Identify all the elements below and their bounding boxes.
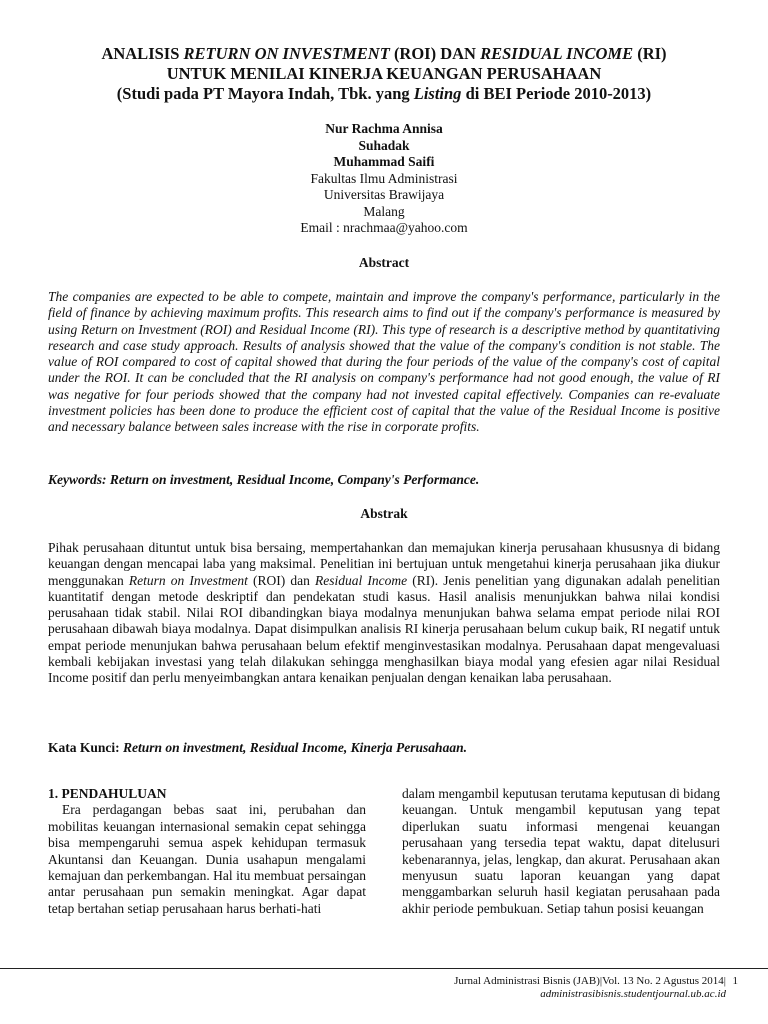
- abstrak-term-roi: Return on Investment: [128, 572, 248, 588]
- abstrak-heading: Abstrak: [360, 506, 408, 521]
- intro-left-column: [48, 786, 366, 917]
- intro-paragraph: Era perdagangan bebas saat ini, perubahan dan mobilitas keuangan internasional semakin cepat sehingga bisa mempengaruhi semua aspek kehidupan termasuk Akuntansi dan Keuangan. Dunia usahapun mengalami kemajuan dan perkembangan. Hal itu membuat persaingan antar perusahaan pun semakin meningkat. Agar dapat tetap bertahan setiap perusahaan harus berhati-hati: [48, 802, 366, 916]
- abstract-heading: Abstract: [358, 255, 410, 270]
- author-name: Muhammad Saifi: [333, 154, 435, 169]
- abstrak-text: Pihak perusahaan dituntut untuk bisa bersaing, mempertahankan dan memajukan kinerja perusahaan khususnya di bidang keuangan dengan mencapai laba yang maksimal. Penelitian ini bertujuan untuk mengetahui kinerja perusahaan jika diukur menggunakan: [48, 540, 720, 588]
- abstrak-text: (ROI) dan: [247, 572, 315, 588]
- paper-title: [40, 44, 728, 104]
- title-text: (RI): [633, 44, 667, 63]
- intro-paragraph-continued: dalam mengambil keputusan terutama keputusan di bidang keuangan. Untuk mengambil keputusan yang tepat diperlukan suatu informasi mengenai keuangan perusahaan yang tersedia tepat waktu, dapat ditelusuri kebenarannya, jelas, lengkap, dan akurat. Perusahaan akan menyusun suatu laporan keuangan yang dapat menggambarkan seluruh hasil kegiatan perusahaan pada akhir periode pembukuan. Setiap tahun posisi keuangan: [402, 786, 720, 916]
- footer-journal: Jurnal Administrasi Bisnis (JAB)|Vol. 13 No. 2 Agustus 2014|: [454, 975, 726, 987]
- title-line-2: UNTUK MENILAI KINERJA KEUANGAN PERUSAHAAN: [166, 64, 602, 83]
- affiliation-faculty: Fakultas Ilmu Administrasi: [310, 170, 458, 186]
- abstrak-body: [48, 540, 720, 687]
- title-term-ri: RESIDUAL INCOME: [480, 44, 634, 63]
- title-text: ANALISIS: [101, 44, 184, 63]
- footer: [454, 975, 726, 1001]
- title-text: (ROI) DAN: [389, 44, 481, 63]
- title-text: (Studi pada PT Mayora Indah, Tbk. yang: [116, 84, 414, 103]
- footer-divider: [0, 968, 768, 969]
- title-term-roi: RETURN ON INVESTMENT: [183, 44, 390, 63]
- author-email: Email : nrachmaa@yahoo.com: [300, 220, 468, 235]
- author-name: Nur Rachma Annisa: [325, 121, 443, 136]
- affiliation-city: Malang: [363, 203, 405, 219]
- title-term-listing: Listing: [413, 84, 462, 103]
- keywords: Keywords: Return on investment, Residual Income, Company's Performance.: [48, 472, 480, 487]
- author-name: Suhadak: [358, 137, 410, 153]
- title-line-1: [40, 44, 728, 64]
- abstrak-text: (RI). Jenis penelitian yang digunakan adalah penelitian kuantitatif dengan metode deskriptif dan pendekatan studi kasus. Hasil analisis menunjukkan bahwa nilai kondisi perusahaan tidak stabil. Nilai ROI dibandingkan biaya modalnya menunjukan bahwa selama empat periode nilai ROI perusahaan dibawah biaya modalnya. Dapat disimpulkan analisis RI kinerja perusahaan belum cukup baik, RI negatif untuk empat periode menunjukan bahwa perusahaan belum efektif menginvestasikan modalnya. Perusahaan dapat mengevaluasi kembali kebijakan investasi yang telah dilakukan sehingga menghasilkan biaya modal yang efesien agar nilai Residual Income positif dan perlu menyeimbangkan antara kenaikan penjualan dengan kenaikan laba perusahaan.: [48, 572, 721, 686]
- title-text: di BEI Periode 2010-2013): [461, 84, 652, 103]
- page-number: 1: [732, 975, 738, 987]
- abstrak-term-ri: Residual Income: [314, 572, 408, 588]
- title-line-3: [40, 84, 728, 104]
- intro-right-column: [402, 786, 720, 917]
- kata-kunci-terms: Return on investment, Residual Income, Kinerja Perusahaan.: [123, 740, 467, 755]
- kata-kunci: [48, 740, 720, 756]
- intro-heading: 1. PENDAHULUAN: [48, 786, 167, 801]
- abstract-body: The companies are expected to be able to compete, maintain and improve the company's performance, particularly in the field of finance by achieving maximum profits. This research aims to find out if the company's performance is measured by using Return on Investment (ROI) and Residual Income (RI). This type of research is a descriptive method by quantitativing research and case study approach. Results of analysis showed that the value of the company's condition is not stable. The value of ROI compared to cost of capital showed that during the four periods of the value of the company's cost of capital under the ROI. It can be concluded that the RI analysis on company's performance had not good enough, the value of RI was negative for four periods showed that the company had not invested capital effectively. Companies can re-evaluate investment policies has been done to produce the efficient cost of capital that the value of the Residual Income is positive and necessary balance between sales increase with the rise in corporate profits.: [48, 289, 720, 435]
- affiliation-university: Universitas Brawijaya: [323, 187, 445, 202]
- author-block: [0, 121, 768, 237]
- footer-website: administrasibisnis.studentjournal.ub.ac.id: [540, 988, 726, 1000]
- kata-kunci-label: Kata Kunci:: [48, 740, 124, 755]
